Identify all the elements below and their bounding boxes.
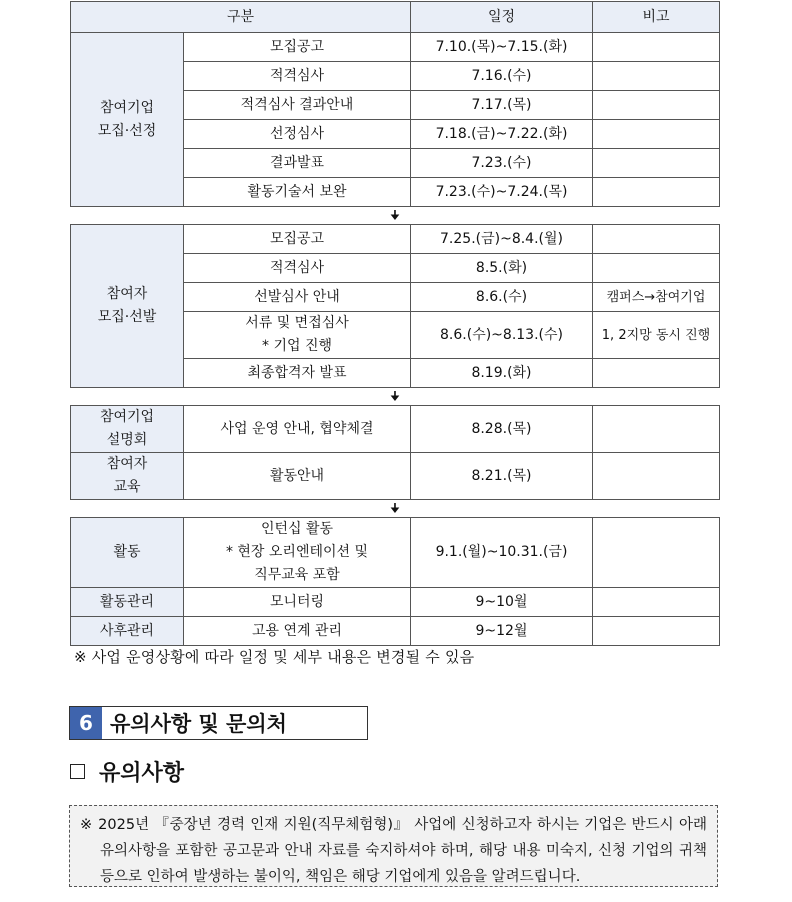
date-cell: 7.23.(수) bbox=[411, 149, 593, 178]
arrow-row bbox=[71, 500, 720, 518]
note-cell bbox=[593, 254, 720, 283]
task-cell: 적격심사 bbox=[184, 62, 411, 91]
date-cell: 8.6.(수)~8.13.(수) bbox=[411, 312, 593, 359]
group-post-management: 사후관리 bbox=[71, 617, 184, 646]
notice-text: ※ 2025년 『중장년 경력 인재 지원(직무체험형)』 사업에 신청하고자 하시는 기업은 반드시 아래 유의사항을 포함한 공고문과 안내 자료를 숙지하셔야 하며, 해당 내용 미숙지, 신청 기업의 귀책 등으로 인하여 발생하는 불이익, 책임은 해당 기업에게 있음을 알려드립니다. bbox=[80, 817, 707, 885]
date-cell: 8.5.(화) bbox=[411, 254, 593, 283]
task-cell: 활동기술서 보완 bbox=[184, 178, 411, 207]
group-company-briefing bbox=[71, 406, 184, 453]
group-label: 교육 bbox=[113, 479, 141, 495]
group-label: 참여자 bbox=[106, 456, 148, 472]
header-remarks: 비고 bbox=[593, 2, 720, 33]
subsection-heading bbox=[70, 756, 184, 787]
note-cell bbox=[593, 588, 720, 617]
note-cell bbox=[593, 178, 720, 207]
date-cell: 8.21.(목) bbox=[411, 453, 593, 500]
group-label: 참여기업 bbox=[99, 409, 155, 425]
arrow-row bbox=[71, 388, 720, 406]
group-activity-management: 활동관리 bbox=[71, 588, 184, 617]
date-cell: 9~12월 bbox=[411, 617, 593, 646]
table-header-row bbox=[71, 2, 720, 33]
task-line: 서류 및 면접심사 bbox=[245, 315, 349, 331]
group-participant-recruit bbox=[71, 225, 184, 388]
task-line: 인턴십 활동 bbox=[260, 521, 334, 537]
task-line: * 기업 진행 bbox=[262, 338, 332, 354]
task-cell: 사업 운영 안내, 협약체결 bbox=[184, 406, 411, 453]
date-cell: 7.17.(목) bbox=[411, 91, 593, 120]
date-cell: 8.6.(수) bbox=[411, 283, 593, 312]
subsection-title: 유의사항 bbox=[99, 761, 185, 786]
note-cell bbox=[593, 453, 720, 500]
group-label: 모집·선발 bbox=[97, 309, 157, 325]
square-bullet-icon bbox=[70, 764, 85, 779]
down-arrow-icon: 🠋 bbox=[71, 207, 720, 225]
table-row bbox=[71, 225, 720, 254]
task-cell: 활동안내 bbox=[184, 453, 411, 500]
note-cell bbox=[593, 91, 720, 120]
group-label: 참여자 bbox=[106, 286, 148, 302]
table-row bbox=[71, 33, 720, 62]
group-participant-education bbox=[71, 453, 184, 500]
date-cell: 9~10월 bbox=[411, 588, 593, 617]
note-cell: 1, 2지망 동시 진행 bbox=[593, 312, 720, 359]
table-row bbox=[71, 518, 720, 588]
group-company-recruit bbox=[71, 33, 184, 207]
date-cell: 8.28.(목) bbox=[411, 406, 593, 453]
section-heading bbox=[69, 706, 368, 740]
arrow-row bbox=[71, 207, 720, 225]
task-cell: 고용 연계 관리 bbox=[184, 617, 411, 646]
table-row bbox=[71, 406, 720, 453]
section-number: 6 bbox=[70, 707, 102, 739]
task-cell bbox=[184, 312, 411, 359]
note-cell bbox=[593, 33, 720, 62]
down-arrow-icon: 🠋 bbox=[71, 388, 720, 406]
task-cell: 선정심사 bbox=[184, 120, 411, 149]
table-row bbox=[71, 453, 720, 500]
note-cell: 캠퍼스→참여기업 bbox=[593, 283, 720, 312]
task-cell: 모집공고 bbox=[184, 225, 411, 254]
task-cell: 결과발표 bbox=[184, 149, 411, 178]
group-label: 참여기업 bbox=[99, 99, 155, 116]
section-title: 유의사항 및 문의처 bbox=[110, 712, 287, 736]
task-cell: 모집공고 bbox=[184, 33, 411, 62]
schedule-footnote: ※ 사업 운영상황에 따라 일정 및 세부 내용은 변경될 수 있음 bbox=[74, 648, 475, 666]
date-cell: 9.1.(월)~10.31.(금) bbox=[411, 518, 593, 588]
note-cell bbox=[593, 359, 720, 388]
task-cell: 적격심사 bbox=[184, 254, 411, 283]
task-line: * 현장 오리엔테이션 및 bbox=[225, 544, 369, 560]
schedule-table bbox=[70, 1, 720, 646]
header-category: 구분 bbox=[71, 2, 411, 33]
date-cell: 7.23.(수)~7.24.(목) bbox=[411, 178, 593, 207]
note-cell bbox=[593, 518, 720, 588]
group-label: 모집·선정 bbox=[97, 122, 157, 139]
note-cell bbox=[593, 225, 720, 254]
group-label: 설명회 bbox=[106, 432, 148, 448]
note-cell bbox=[593, 62, 720, 91]
date-cell: 7.10.(목)~7.15.(화) bbox=[411, 33, 593, 62]
notice-box bbox=[69, 805, 718, 887]
task-cell bbox=[184, 518, 411, 588]
task-line: 직무교육 포함 bbox=[254, 567, 340, 583]
date-cell: 7.16.(수) bbox=[411, 62, 593, 91]
header-schedule: 일정 bbox=[411, 2, 593, 33]
note-cell bbox=[593, 406, 720, 453]
task-cell: 최종합격자 발표 bbox=[184, 359, 411, 388]
note-cell bbox=[593, 617, 720, 646]
table-row bbox=[71, 617, 720, 646]
task-cell: 모니터링 bbox=[184, 588, 411, 617]
task-cell: 선발심사 안내 bbox=[184, 283, 411, 312]
note-cell bbox=[593, 149, 720, 178]
date-cell: 8.19.(화) bbox=[411, 359, 593, 388]
table-row bbox=[71, 588, 720, 617]
date-cell: 7.25.(금)~8.4.(월) bbox=[411, 225, 593, 254]
note-cell bbox=[593, 120, 720, 149]
date-cell: 7.18.(금)~7.22.(화) bbox=[411, 120, 593, 149]
task-cell: 적격심사 결과안내 bbox=[184, 91, 411, 120]
group-activity: 활동 bbox=[71, 518, 184, 588]
down-arrow-icon: 🠋 bbox=[71, 500, 720, 518]
